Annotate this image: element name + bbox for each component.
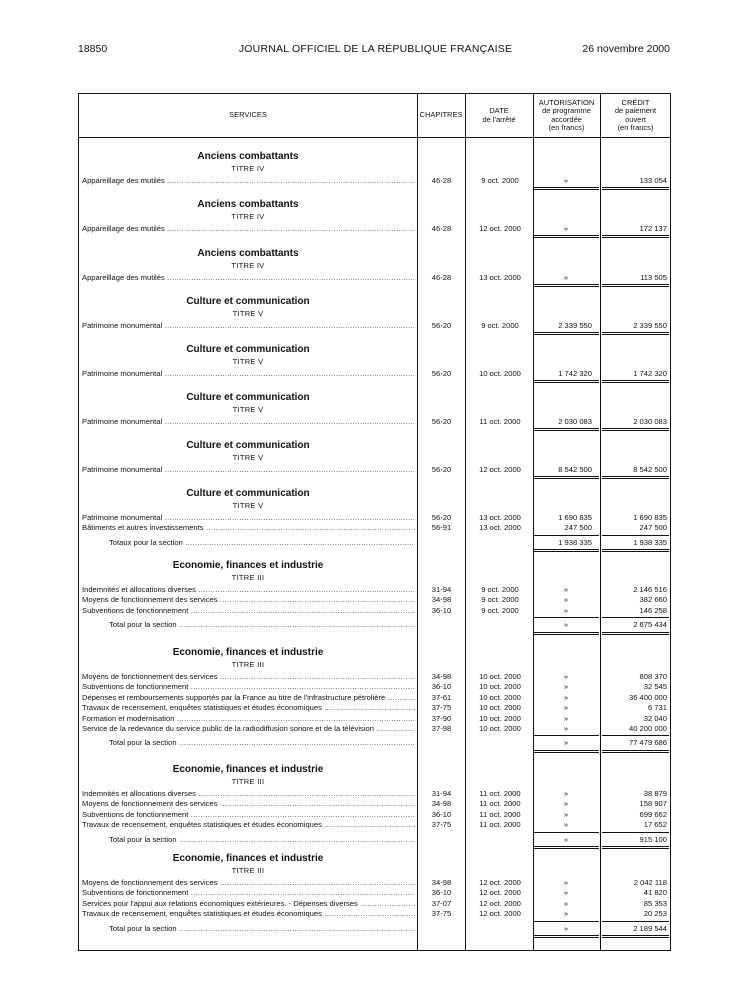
service-label: Appareillage des mutilés .....	[82, 176, 415, 186]
autorisation-cell: »	[563, 585, 569, 594]
section-end-rule	[602, 235, 669, 238]
column-header-line: DATE	[489, 106, 509, 116]
service-label: Dépenses et remboursements supportés par la France au titre de l'infrastructure pétrolière .....	[82, 693, 415, 703]
total-row	[79, 538, 672, 548]
autorisation-cell: »	[563, 713, 569, 723]
section-end-rule	[534, 476, 599, 479]
date-cell: 9 oct. 2000	[481, 585, 519, 594]
credit-cell: 17 652	[643, 820, 667, 830]
titre-label: TITRE IV	[231, 212, 265, 221]
subtotal-rule	[602, 921, 669, 922]
total-credit: 2 189 544	[633, 923, 667, 933]
ministry-name: Anciens combattants	[197, 151, 299, 162]
date-cell: 10 oct. 2000	[479, 672, 521, 681]
column-header-autorisation	[533, 94, 600, 137]
total-label: Total pour la section .....	[109, 835, 415, 845]
credit-cell: 158 907	[639, 799, 667, 809]
chapitre-cell: 31-94	[431, 789, 452, 798]
subtotal-rule	[534, 617, 599, 618]
service-label: Moyens de fonctionnement des services .....	[82, 878, 415, 888]
autorisation-cell: 1 742 320	[558, 369, 592, 378]
autorisation-cell: »	[563, 703, 569, 713]
chapitre-cell: 56-91	[431, 523, 452, 533]
autorisation-cell: »	[563, 273, 569, 282]
column-header-line: accordée	[551, 114, 582, 124]
credit-cell: 40 200 000	[628, 724, 667, 733]
total-credit: 1 938 335	[633, 537, 667, 547]
column-header-credit	[600, 94, 671, 137]
total-row	[79, 924, 672, 934]
autorisation-cell: »	[563, 605, 569, 615]
date-cell: 9 oct. 2000	[481, 605, 519, 615]
chapitre-cell: 34-98	[431, 799, 452, 809]
section-end-rule	[534, 332, 599, 335]
section-end-rule	[534, 428, 599, 431]
date-cell: 11 oct. 2000	[479, 799, 521, 809]
chapitre-cell: 31-94	[431, 585, 452, 594]
credit-cell: 2 030 083	[633, 417, 667, 426]
titre-label: TITRE IV	[231, 261, 265, 270]
credit-cell: 113 505	[640, 273, 667, 282]
column-header-line: de programme	[542, 106, 591, 116]
chapitre-cell: 37-98	[431, 724, 452, 733]
titre-label: TITRE III	[231, 866, 265, 875]
column-header-line: CRÉDIT	[621, 97, 650, 107]
autorisation-cell: »	[563, 888, 569, 898]
header-separator	[79, 137, 670, 138]
chapitre-cell: 46-28	[431, 273, 452, 282]
date-cell: 11 oct. 2000	[479, 809, 521, 819]
ministry-name: Culture et communication	[186, 296, 310, 307]
ministry-name: Culture et communication	[186, 488, 310, 499]
table-row	[79, 820, 672, 830]
section-end-rule	[602, 380, 669, 383]
chapitre-cell: 46-28	[431, 224, 452, 233]
credit-cell: 699 662	[639, 809, 667, 819]
credit-cell: 172 137	[639, 224, 667, 233]
autorisation-cell: »	[563, 799, 569, 809]
ministry-name: Anciens combattants	[197, 248, 299, 259]
titre-label: TITRE III	[231, 573, 265, 582]
service-label: Subventions de fonctionnement .....	[82, 682, 415, 692]
credit-cell: 2 042 118	[633, 878, 667, 887]
ministry-name: Economie, finances et industrie	[172, 560, 324, 571]
section-end-rule	[534, 284, 599, 287]
service-label: Bâtiments et autres investissements .....	[82, 523, 415, 533]
date-cell: 9 oct. 2000	[481, 595, 519, 605]
column-header-line: de l'arrêté	[482, 114, 516, 124]
table-row	[79, 672, 672, 682]
section-end-rule	[534, 187, 599, 190]
date-cell: 9 oct. 2000	[481, 321, 519, 330]
autorisation-cell: »	[563, 595, 569, 605]
service-label: Appareillage des mutilés .....	[82, 273, 415, 283]
date-cell: 12 oct. 2000	[479, 878, 521, 887]
total-label: Total pour la section .....	[109, 620, 415, 630]
subtotal-rule	[534, 535, 599, 536]
chapitre-cell: 37-75	[431, 703, 452, 713]
service-label: Moyens de fonctionnement des services .....	[82, 672, 415, 682]
column-header-date	[465, 94, 533, 137]
chapitre-cell: 56-20	[431, 417, 452, 426]
autorisation-cell: »	[563, 789, 569, 798]
chapitre-cell: 56-20	[431, 513, 452, 522]
section-end-rule	[602, 632, 669, 635]
section-end-rule	[602, 332, 669, 335]
chapitre-cell: 37-75	[431, 909, 452, 919]
table-row	[79, 224, 672, 234]
table-row	[79, 465, 672, 475]
total-autorisation: »	[563, 738, 569, 748]
table-row	[79, 810, 672, 820]
section-end-rule	[602, 846, 669, 849]
page-number: 18850	[78, 43, 108, 55]
service-label: Subventions de fonctionnement .....	[82, 810, 415, 820]
total-autorisation: 1 938 335	[558, 537, 592, 547]
total-credit: 915 100	[639, 834, 667, 844]
table-row	[79, 714, 672, 724]
journal-title: JOURNAL OFFICIEL DE LA RÉPUBLIQUE FRANÇAISE	[238, 43, 513, 55]
chapitre-cell: 36-10	[431, 605, 452, 615]
ministry-name: Economie, finances et industrie	[172, 647, 324, 658]
date-cell: 13 oct. 2000	[479, 513, 521, 522]
table-row	[79, 799, 672, 809]
autorisation-cell: »	[563, 672, 569, 681]
table-row	[79, 878, 672, 888]
table-row	[79, 888, 672, 898]
autorisation-cell: »	[563, 724, 569, 733]
table-row	[79, 909, 672, 919]
credit-cell: 20 253	[643, 909, 667, 919]
autorisation-cell: »	[563, 878, 569, 887]
subtotal-rule	[602, 535, 669, 536]
ministry-name: Culture et communication	[186, 440, 310, 451]
date-cell: 12 oct. 2000	[479, 898, 521, 908]
credit-cell: 85 353	[643, 898, 667, 908]
total-autorisation: »	[563, 620, 569, 630]
credit-cell: 1 690 835	[633, 513, 667, 522]
credit-cell: 247 500	[639, 523, 667, 533]
table-row	[79, 789, 672, 799]
subtotal-rule	[534, 832, 599, 833]
subtotal-rule	[534, 735, 599, 736]
chapitre-cell: 37-75	[431, 820, 452, 830]
chapitre-cell: 36-10	[431, 682, 452, 692]
column-header-line: ouvert	[625, 114, 646, 124]
section-end-rule	[534, 846, 599, 849]
page-header	[0, 43, 751, 57]
section-end-rule	[602, 187, 669, 190]
service-label: Subventions de fonctionnement .....	[82, 888, 415, 898]
column-header-line: de paiement	[614, 106, 657, 116]
date-cell: 11 oct. 2000	[479, 820, 521, 830]
credit-cell: 382 660	[639, 595, 667, 605]
credit-cell: 6 731	[647, 703, 667, 713]
credit-cell: 133 054	[639, 176, 667, 185]
credit-cell: 36 400 000	[628, 692, 667, 702]
credit-cell: 808 370	[639, 672, 667, 681]
column-header-services: SERVICES	[229, 110, 267, 120]
ministry-name: Culture et communication	[186, 392, 310, 403]
date-cell: 10 oct. 2000	[479, 713, 521, 723]
total-row	[79, 835, 672, 845]
autorisation-cell: 1 690 835	[558, 513, 592, 522]
chapitre-cell: 37-61	[431, 692, 452, 702]
titre-label: TITRE IV	[231, 164, 265, 173]
credit-cell: 41 820	[643, 888, 667, 898]
titre-label: TITRE V	[232, 357, 264, 366]
date-cell: 13 oct. 2000	[479, 523, 521, 533]
total-label: Total pour la section .....	[109, 924, 415, 934]
section-end-rule	[534, 632, 599, 635]
table-row	[79, 703, 672, 713]
chapitre-cell: 56-20	[431, 321, 452, 330]
chapitre-cell: 56-20	[431, 369, 452, 378]
total-autorisation: »	[563, 834, 569, 844]
column-header-line: (en francs)	[617, 122, 654, 132]
credit-cell: 38 879	[643, 789, 667, 798]
chapitre-cell: 37-07	[431, 898, 452, 908]
section-end-rule	[602, 476, 669, 479]
service-label: Patrimoine monumental .....	[82, 417, 415, 427]
autorisation-cell: »	[563, 820, 569, 830]
service-label: Patrimoine monumental .....	[82, 513, 415, 523]
total-row	[79, 738, 672, 748]
table-row	[79, 585, 672, 595]
autorisation-cell: »	[563, 898, 569, 908]
date-cell: 11 oct. 2000	[479, 789, 521, 798]
chapitre-cell: 36-10	[431, 809, 452, 819]
service-label: Patrimoine monumental .....	[82, 369, 415, 379]
section-end-rule	[602, 750, 669, 753]
section-end-rule	[602, 549, 669, 552]
service-label: Subventions de fonctionnement .....	[82, 606, 415, 616]
credit-cell: 1 742 320	[633, 369, 667, 378]
section-end-rule	[602, 935, 669, 938]
total-credit: 2 675 434	[633, 620, 667, 630]
autorisation-cell: 247 500	[564, 523, 592, 533]
ministry-name: Economie, finances et industrie	[172, 853, 324, 864]
titre-label: TITRE III	[231, 777, 265, 786]
total-credit: 77 479 686	[628, 738, 667, 748]
service-label: Patrimoine monumental .....	[82, 465, 415, 475]
date-cell: 10 oct. 2000	[479, 703, 521, 713]
service-label: Indemnités et allocations diverses .....	[82, 789, 415, 799]
table-row	[79, 417, 672, 427]
section-end-rule	[602, 284, 669, 287]
total-row	[79, 620, 672, 630]
publication-date: 26 novembre 2000	[582, 43, 670, 55]
table-row	[79, 321, 672, 331]
titre-label: TITRE V	[232, 405, 264, 414]
section-end-rule	[534, 935, 599, 938]
autorisation-cell: »	[563, 692, 569, 702]
chapitre-cell: 37-90	[431, 713, 452, 723]
total-label: Totaux pour la section .....	[109, 538, 415, 548]
autorisation-cell: »	[563, 682, 569, 692]
service-label: Indemnités et allocations diverses .....	[82, 585, 415, 595]
table-row	[79, 899, 672, 909]
service-label: Moyens de fonctionnement des services .....	[82, 595, 415, 605]
column-header-line: (en francs)	[548, 122, 585, 132]
service-label: Travaux de recensement, enquêtes statistiques et études économiques .....	[82, 820, 415, 830]
table-row	[79, 724, 672, 734]
table-row	[79, 682, 672, 692]
total-autorisation: »	[563, 923, 569, 933]
autorisation-cell: »	[563, 809, 569, 819]
chapitre-cell: 34-98	[431, 672, 452, 681]
credit-cell: 32 040	[643, 713, 667, 723]
table-row	[79, 176, 672, 186]
date-cell: 10 oct. 2000	[479, 682, 521, 692]
table-row	[79, 693, 672, 703]
autorisation-cell: »	[563, 909, 569, 919]
credit-cell: 2 146 516	[633, 585, 667, 594]
credits-table	[78, 93, 671, 951]
date-cell: 12 oct. 2000	[479, 888, 521, 898]
credit-cell: 2 339 550	[633, 321, 667, 330]
ministry-name: Culture et communication	[186, 344, 310, 355]
credit-cell: 146 258	[639, 605, 667, 615]
section-end-rule	[534, 235, 599, 238]
date-cell: 10 oct. 2000	[479, 369, 521, 378]
total-label: Total pour la section .....	[109, 738, 415, 748]
autorisation-cell: 2 030 083	[558, 417, 592, 426]
date-cell: 12 oct. 2000	[479, 465, 521, 474]
section-end-rule	[534, 549, 599, 552]
titre-label: TITRE III	[231, 660, 265, 669]
service-label: Appareillage des mutilés .....	[82, 224, 415, 234]
section-end-rule	[602, 428, 669, 431]
autorisation-cell: 2 339 550	[558, 321, 592, 330]
table-row	[79, 606, 672, 616]
service-label: Service de la redevance du service public de la radiodiffusion sonore et de la télévision .....	[82, 724, 415, 734]
section-end-rule	[534, 750, 599, 753]
service-label: Travaux de recensement, enquêtes statistiques et études économiques .....	[82, 703, 415, 713]
chapitre-cell: 34-98	[431, 595, 452, 605]
service-label: Travaux de recensement, enquêtes statistiques et études économiques .....	[82, 909, 415, 919]
autorisation-cell: 8 542 500	[558, 465, 592, 474]
titre-label: TITRE V	[232, 453, 264, 462]
autorisation-cell: »	[563, 224, 569, 233]
date-cell: 12 oct. 2000	[479, 909, 521, 919]
titre-label: TITRE V	[232, 309, 264, 318]
subtotal-rule	[602, 735, 669, 736]
service-label: Services pour l'appui aux relations économiques extérieures. - Dépenses diverses .....	[82, 899, 415, 909]
column-header-chapitres: CHAPITRES	[419, 110, 463, 120]
date-cell: 11 oct. 2000	[479, 417, 521, 426]
chapitre-cell: 56-20	[431, 465, 452, 474]
ministry-name: Economie, finances et industrie	[172, 764, 324, 775]
titre-label: TITRE V	[232, 501, 264, 510]
credit-cell: 32 545	[643, 682, 667, 692]
table-row	[79, 595, 672, 605]
ministry-name: Anciens combattants	[197, 199, 299, 210]
date-cell: 10 oct. 2000	[479, 724, 521, 733]
service-label: Formation et modernisation .....	[82, 714, 415, 724]
section-end-rule	[534, 380, 599, 383]
subtotal-rule	[602, 617, 669, 618]
date-cell: 12 oct. 2000	[479, 224, 521, 233]
table-row	[79, 523, 672, 533]
table-row	[79, 513, 672, 523]
subtotal-rule	[534, 921, 599, 922]
chapitre-cell: 34-98	[431, 878, 452, 887]
chapitre-cell: 46-28	[431, 176, 452, 185]
table-row	[79, 273, 672, 283]
table-row	[79, 369, 672, 379]
date-cell: 10 oct. 2000	[479, 692, 521, 702]
date-cell: 13 oct. 2000	[479, 273, 521, 282]
credit-cell: 8 542 500	[633, 465, 667, 474]
autorisation-cell: »	[563, 176, 569, 185]
service-label: Moyens de fonctionnement des services .....	[82, 799, 415, 809]
date-cell: 9 oct. 2000	[481, 176, 519, 185]
service-label: Patrimoine monumental .....	[82, 321, 415, 331]
column-header-line: AUTORISATION	[538, 97, 595, 107]
subtotal-rule	[602, 832, 669, 833]
chapitre-cell: 36-10	[431, 888, 452, 898]
